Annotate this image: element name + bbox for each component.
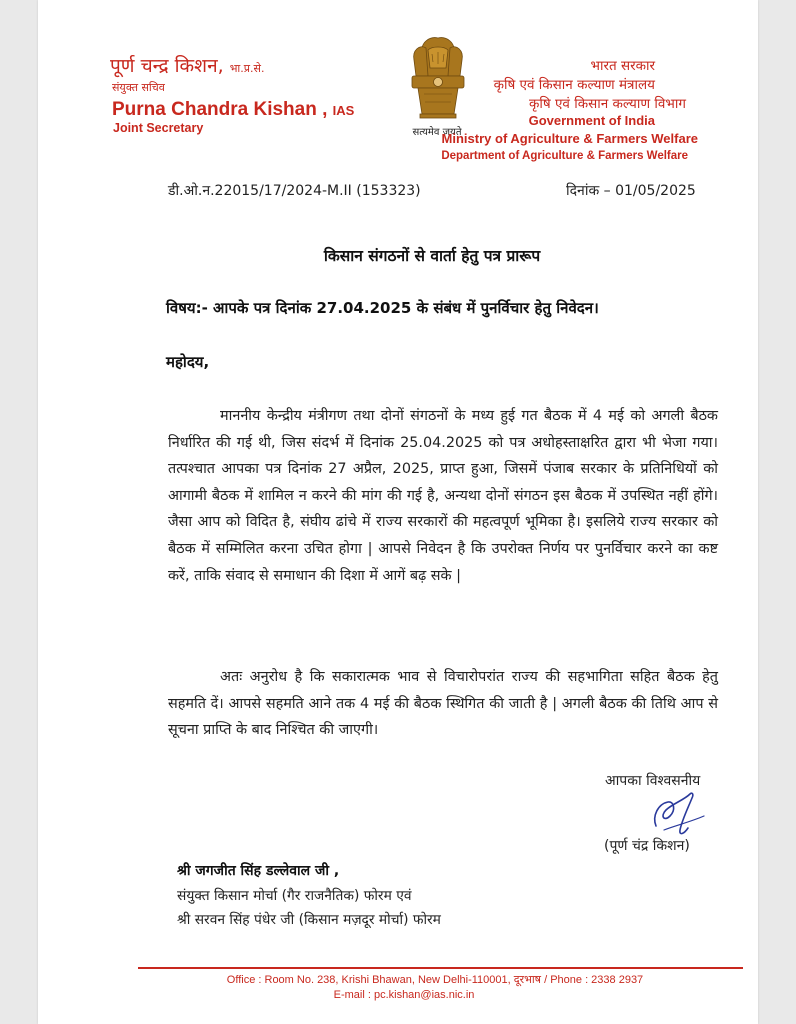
salutation: महोदय, (166, 353, 210, 371)
letter-heading-text: किसान संगठनों से वार्ता हेतु पत्र प्रारूप (323, 247, 541, 265)
emblem-motto: सत्यमेव जयते (412, 127, 462, 138)
footer-office-text: Office : Room No. 238, Krishi Bhawan, New Delhi-110001, दूरभाष / Phone : 2338 2937 (226, 974, 644, 986)
org-line-1: भारत सरकार (590, 58, 655, 74)
closing-phrase: आपका विश्वसनीय (605, 773, 701, 789)
reference-number: डी.ओ.न.22015/17/2024-M.II (153323) (168, 183, 421, 199)
officer-service-english: IAS (332, 103, 355, 118)
officer-name-english (112, 99, 354, 121)
letter-page (38, 0, 758, 1024)
org-line-5: Ministry of Agriculture & Farmers Welfare (441, 131, 698, 146)
footer-office (38, 972, 758, 987)
handwritten-signature (634, 786, 720, 840)
footer-email (38, 989, 758, 1001)
officer-name-english-text: Purna Chandra Kishan , (112, 99, 328, 120)
designation-hindi: संयुक्त सचिव (112, 81, 165, 94)
body-paragraph (168, 403, 718, 589)
org-line-2: कृषि एवं किसान कल्याण मंत्रालय (493, 77, 655, 93)
addressee-line: संयुक्त किसान मोर्चा (गैर राजनैतिक) फोरम एवं (177, 888, 412, 904)
body-paragraph (168, 664, 718, 744)
body-paragraph-text: अतः अनुरोध है कि सकारात्मक भाव से विचारोपरांत राज्य की सहभागिता सहित बैठक हेतु सहमति दें। आपसे सहमति आने तक 4 मई की बैठक स्थिगित की जाती है | अगली बैठक की तिथि आप से सूचना प्राप्ति के बाद निश्चित की जाएगी। (168, 669, 718, 739)
org-line-4: Government of India (528, 113, 655, 128)
letter-heading (38, 244, 758, 266)
designation-english: Joint Secretary (113, 121, 204, 135)
officer-name-hindi-text: पूर्ण चन्द्र किशन, (110, 55, 224, 77)
signer-name: (पूर्ण चंद्र किशन) (604, 838, 690, 854)
letter-date: दिनांक – 01/05/2025 (566, 183, 696, 199)
addressee-line: श्री जगजीत सिंह डल्लेवाल जी , (177, 863, 340, 879)
letter-subject: विषय:- आपके पत्र दिनांक 27.04.2025 के संबंध में पुनर्विचार हेतु निवेदन। (166, 299, 599, 317)
footer-email-text: E-mail : pc.kishan@ias.nic.in (333, 989, 475, 1001)
officer-service-hindi: भा.प्र.से. (229, 62, 265, 75)
officer-name-hindi (110, 52, 264, 78)
addressee-line: श्री सरवन सिंह पंधेर जी (किसान मज़दूर मोर्चा) फोरम (177, 912, 441, 928)
body-paragraph-text: माननीय केन्द्रीय मंत्रीगण तथा दोनों संगठनों के मध्य हुई गत बैठक में 4 मई को अगली बैठक निर्धारित की गई थी, जिस संदर्भ में दिनांक 25.04.2025 को पत्र अधोहस्ताक्षरित द्वारा भी भेजा गया। तत्पश्चात आपका पत्र दिनांक 27 अप्रैल, 2025, प्राप्त हुआ, जिसमें पंजाब सरकार के प्रतिनिधियों को आगामी बैठक में शामिल न करने की मांग की गई है, अन्यथा दोनों संगठन इस बैठक में उपस्थित नहीं होंगे। जैसा आप को विदित है, संघीय ढांचे में राज्य सरकारों की महत्वपूर्ण भूमिका है। इसलिये राज्य सरकार को बैठक में सम्मिलित करना उचित होगा | आपसे निवेदन है कि उपरोक्त निर्णय पर पुनर्विचार करने का कष्ट करें, ताकि संवाद से समाधान की दिशा में आगें बढ़ सके | (168, 408, 718, 584)
org-line-6: Department of Agriculture & Farmers Welfare (441, 150, 688, 162)
org-line-3: कृषि एवं किसान कल्याण विभाग (529, 96, 686, 112)
footer-divider (138, 967, 743, 969)
